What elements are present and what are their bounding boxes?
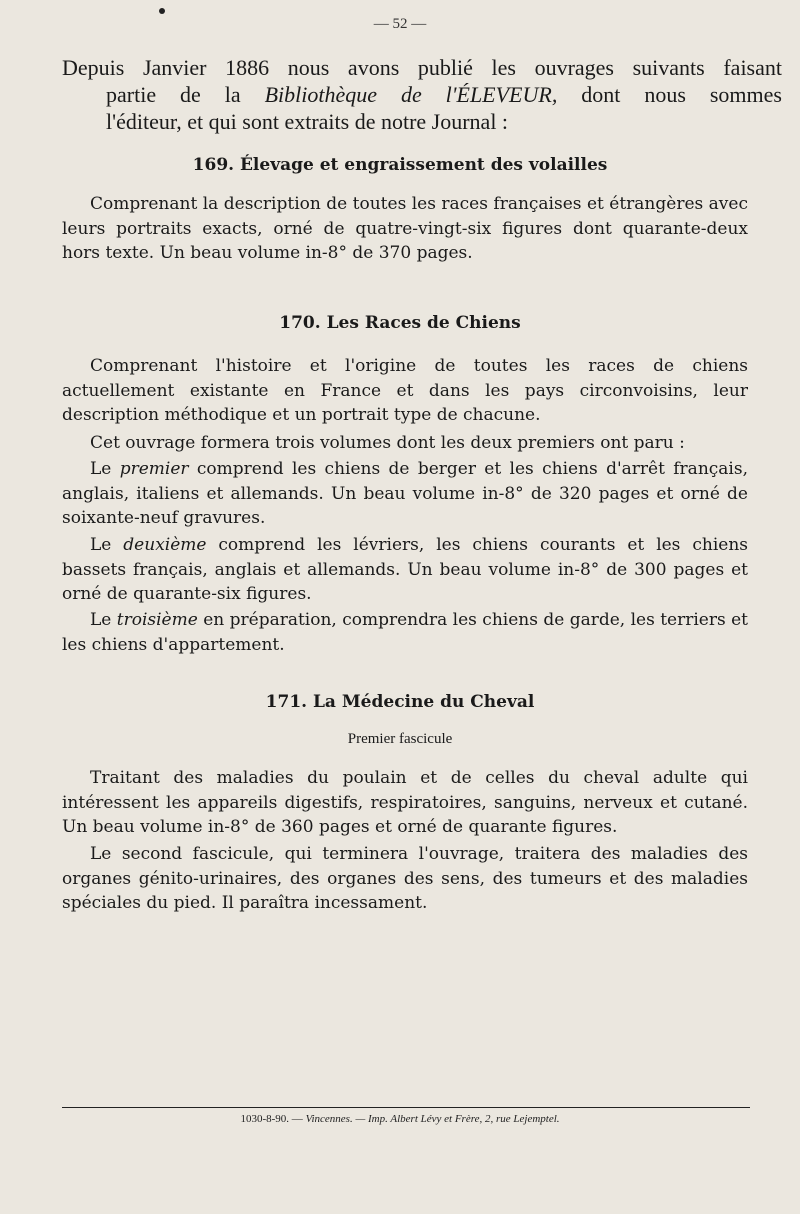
paragraph-170-4-text: comprend les lévriers, les chiens courants et les chiens bassets français, anglais et allemands. Un beau volume in-8° de 300 pages et orné de quarante-six figures. — [62, 535, 748, 604]
page-number: — 52 — — [373, 16, 427, 32]
heading-171: 171. La Médecine du Cheval — [265, 692, 535, 712]
paragraph-170-2 — [62, 431, 748, 456]
paragraph-170-5-text: en préparation, comprendra les chiens de garde, les terriers et les chiens d'appartement. — [62, 610, 749, 655]
intro-line-2-text: partie de la — [106, 82, 265, 107]
paragraph-170-3-text: comprend les chiens de berger et les chiens d'arrêt français, anglais, italiens et allemands. Un beau volume in-8° de 320 pages et orné de soixante-neuf gravures. — [62, 459, 748, 528]
bibliotheque-title: Bibliothèque de l'ÉLEVEUR, — [264, 82, 558, 107]
subheading-171: Premier fascicule — [347, 731, 453, 747]
paragraph-170-3-lead: Le — [90, 459, 120, 479]
premier-em: premier — [119, 459, 189, 479]
intro-line-2 — [62, 81, 782, 108]
paragraph-170-4 — [62, 533, 748, 607]
footer-printer: Vincennes. — Imp. Albert Lévy et Frère, 2, rue Lejemptel. — [305, 1113, 560, 1125]
paragraph-170-5-lead: Le — [90, 610, 117, 630]
paragraph-169-1-text: Comprenant la description de toutes les races françaises et étrangères avec leurs portraits exacts, orné de quatre-vingt-six figures dont quarante-deux hors texte. Un beau volume in-8° de 370 pages. — [62, 194, 748, 263]
paragraph-171-1 — [62, 766, 748, 840]
paragraph-171-2-text: Le second fascicule, qui terminera l'ouvrage, traitera des maladies des organes génito-urinaires, des organes des sens, des tumeurs et des maladies spéciales du pied. Il paraîtra incessament. — [62, 844, 748, 913]
intro-line-1: Depuis Janvier 1886 nous avons publié les ouvrages suivants faisant — [62, 55, 782, 80]
troisieme-em: troisième — [116, 610, 198, 630]
paragraph-170-3 — [62, 457, 748, 531]
heading-170: 170. Les Races de Chiens — [279, 313, 521, 333]
deuxieme-em: deuxième — [123, 535, 207, 555]
footer-code: 1030-8-90. — — [240, 1113, 306, 1125]
paragraph-170-5 — [62, 608, 748, 657]
heading-169: 169. Élevage et engraissement des volailles — [192, 155, 608, 175]
paragraph-171-1-text: Traitant des maladies du poulain et de celles du cheval adulte qui intéressent les appareils digestifs, respiratoires, sanguins, nerveux et cutané. Un beau volume in-8° de 360 pages et orné de quarante figures. — [62, 768, 748, 837]
paragraph-171-2 — [62, 842, 748, 916]
paragraph-170-2-text: Cet ouvrage formera trois volumes dont les deux premiers ont paru : — [90, 433, 685, 453]
paragraph-170-1-text: Comprenant l'histoire et l'origine de toutes les races de chiens actuellement existante en France et dans les pays circonvoisins, leur description méthodique et un portrait type de chacune. — [62, 356, 748, 425]
footer-rule — [62, 1107, 750, 1108]
intro-line-2-end: dont nous sommes — [557, 82, 782, 107]
paragraph-170-1 — [62, 354, 748, 428]
paragraph-170-4-lead: Le — [90, 535, 124, 555]
intro-paragraph — [62, 54, 782, 135]
printer-footer — [0, 1113, 800, 1125]
ink-dot — [159, 8, 165, 14]
paragraph-169-1 — [62, 192, 748, 266]
intro-line-3: l'éditeur, et qui sont extraits de notre Journal : — [106, 109, 509, 134]
